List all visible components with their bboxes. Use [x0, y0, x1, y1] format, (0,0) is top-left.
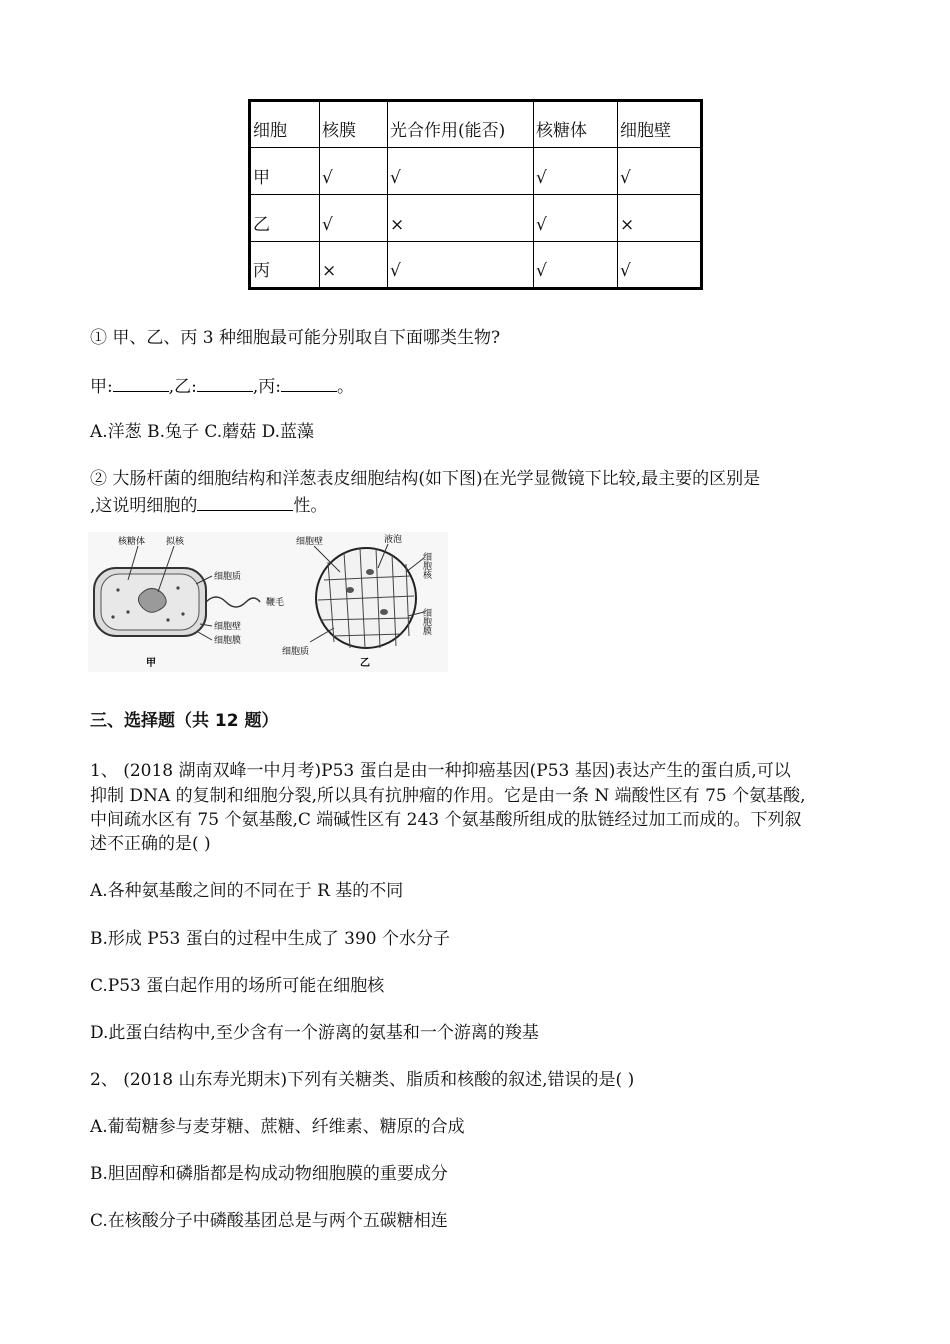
- q1-option-a: A.各种氨基酸之间的不同在于 R 基的不同: [90, 881, 404, 901]
- table-row: [250, 195, 702, 242]
- q2-option-c: C.在核酸分子中磷酸基团总是与两个五碳糖相连: [90, 1211, 448, 1231]
- table-header-cell: 核膜: [320, 101, 388, 148]
- table-cell: √: [534, 195, 618, 242]
- table-cell: ×: [618, 195, 702, 242]
- table-cell: 甲: [250, 148, 320, 195]
- label-ribosome: 核糖体: [118, 537, 146, 547]
- label-cell-membrane-right: 细胞膜: [421, 608, 431, 635]
- table-cell: ×: [388, 195, 534, 242]
- answer-blank-jia[interactable]: [113, 373, 169, 392]
- label-cell-wall-right: 细胞壁: [296, 537, 324, 547]
- table-row: [250, 148, 702, 195]
- q1-stem-line: 述不正确的是( ): [90, 834, 211, 854]
- label-nucleus: 细胞核: [421, 552, 431, 579]
- caption-right: 乙: [360, 658, 370, 669]
- answer-blanks-line: [90, 373, 354, 399]
- answer-label-bing: ,丙:: [252, 377, 282, 397]
- table-cell: √: [618, 242, 702, 289]
- table-cell: 乙: [250, 195, 320, 242]
- table-header-cell: 细胞壁: [618, 101, 702, 148]
- q2-stem: 2、 (2018 山东寿光期末)下列有关糖类、脂质和核酸的叙述,错误的是( ): [90, 1070, 635, 1090]
- label-flagellum: 鞭毛: [266, 598, 285, 608]
- answer-label-yi: ,乙:: [168, 377, 197, 397]
- table-cell: √: [388, 242, 534, 289]
- label-nucleoid: 拟核: [166, 537, 185, 547]
- answer-blank-bing[interactable]: [281, 373, 337, 392]
- table-header-cell: 细胞: [250, 101, 320, 148]
- question-part1: ① 甲、乙、丙 3 种细胞最可能分别取自下面哪类生物?: [90, 328, 501, 348]
- answer-blank-property[interactable]: [197, 492, 293, 511]
- answer-blank-yi[interactable]: [197, 373, 253, 392]
- table-row: [250, 242, 702, 289]
- table-cell: √: [618, 148, 702, 195]
- caption-left: 甲: [146, 658, 156, 669]
- question-part2-line1: ② 大肠杆菌的细胞结构和洋葱表皮细胞结构(如下图)在光学显微镜下比较,最主要的区别是: [90, 469, 761, 489]
- q1-option-c: C.P53 蛋白起作用的场所可能在细胞核: [90, 976, 385, 996]
- table-cell: √: [534, 148, 618, 195]
- label-cell-membrane-left: 细胞膜: [214, 636, 242, 646]
- cell-structure-figure: [88, 532, 448, 672]
- cell-comparison-table: [248, 99, 703, 290]
- options-part1: A.洋葱 B.兔子 C.蘑菇 D.蓝藻: [90, 422, 315, 442]
- table-cell: ×: [320, 242, 388, 289]
- table-cell: √: [534, 242, 618, 289]
- label-cell-wall-left: 细胞壁: [214, 622, 242, 632]
- answer-label-jia: 甲:: [90, 377, 113, 397]
- question-part2-line2: [90, 492, 327, 518]
- q1-option-d: D.此蛋白结构中,至少含有一个游离的氨基和一个游离的羧基: [90, 1023, 539, 1043]
- section-heading: 三、选择题（共 12 题）: [90, 711, 279, 731]
- table-cell: √: [320, 195, 388, 242]
- label-cytoplasm-right: 细胞质: [282, 647, 310, 657]
- question-part2-text-a: ,这说明细胞的: [90, 496, 198, 516]
- q1-stem-line: 1、 (2018 湖南双峰一中月考)P53 蛋白是由一种抑癌基因(P53 基因)表达产生的蛋白质,可以: [90, 761, 791, 781]
- label-vacuole: 液泡: [384, 535, 403, 545]
- q1-stem-line: 抑制 DNA 的复制和细胞分裂,所以具有抗肿瘤的作用。它是由一条 N 端酸性区有 75 个氨基酸,: [90, 786, 806, 806]
- q1-option-b: B.形成 P53 蛋白的过程中生成了 390 个水分子: [90, 929, 451, 949]
- label-cytoplasm-left: 细胞质: [214, 572, 242, 582]
- question-part2-text-b: 性。: [293, 496, 328, 516]
- table-cell: √: [320, 148, 388, 195]
- table-header-row: [250, 101, 702, 148]
- table-header-cell: 光合作用(能否): [388, 101, 534, 148]
- q2-option-b: B.胆固醇和磷脂都是构成动物细胞膜的重要成分: [90, 1164, 448, 1184]
- q2-option-a: A.葡萄糖参与麦芽糖、蔗糖、纤维素、糖原的合成: [90, 1117, 465, 1137]
- table-cell: √: [388, 148, 534, 195]
- table-header-cell: 核糖体: [534, 101, 618, 148]
- q1-stem-line: 中间疏水区有 75 个氨基酸,C 端碱性区有 243 个氨基酸所组成的肽链经过加工而成的。下列叙: [90, 810, 802, 830]
- answer-end: 。: [337, 377, 355, 397]
- table-cell: 丙: [250, 242, 320, 289]
